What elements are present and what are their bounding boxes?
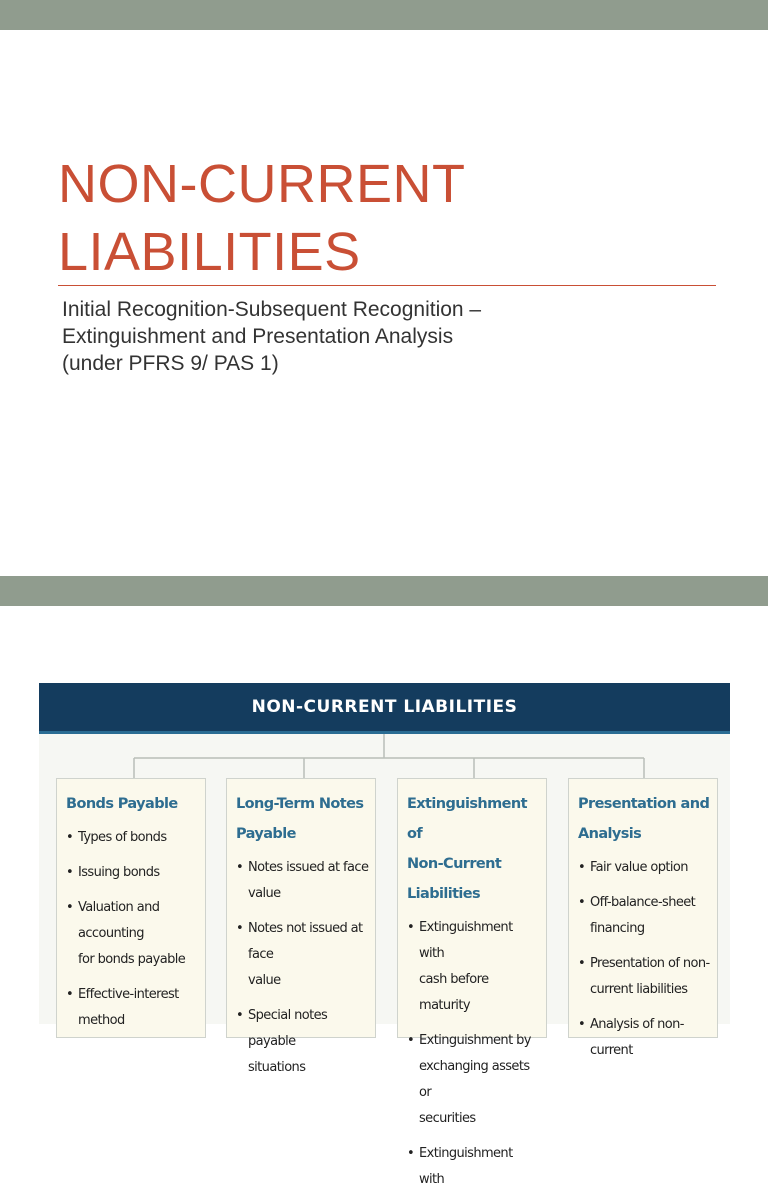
list-item: • Types of bonds <box>66 825 199 851</box>
slide-title: NON-CURRENT LIABILITIES <box>58 154 466 283</box>
column-heading: Bonds Payable <box>66 796 178 812</box>
list-item: • Issuing bonds <box>66 860 199 886</box>
slide-subtitle: Initial Recognition-Subsequent Recognition – Extinguishment and Presentation Analysis (under PFRS 9/ PAS 1) <box>62 298 482 375</box>
column-extinguishment <box>397 778 547 1187</box>
list-item: • Extinguishment with <box>407 1141 540 1193</box>
list-item: • Valuation and accounting for bonds payable <box>66 895 199 973</box>
title-divider <box>58 285 716 286</box>
column-heading: Long-Term Notes Payable <box>236 796 364 842</box>
list-item: • Special notes payable situations <box>236 1003 369 1081</box>
list-item: • Notes not issued at face value <box>236 916 369 994</box>
chart-connectors <box>39 683 730 783</box>
slide-separator-band <box>0 576 768 606</box>
column-bonds-payable <box>56 778 206 1038</box>
list-item: • Analysis of non-current <box>578 1012 711 1064</box>
liabilities-overview-chart <box>39 683 730 1187</box>
column-presentation-analysis <box>568 778 718 1058</box>
list-item: • Extinguishment with cash before maturity <box>407 915 540 1019</box>
list-item: • Presentation of non- current liabilities <box>578 951 711 1003</box>
list-item: • Notes issued at face value <box>236 855 369 907</box>
list-item: • Off-balance-sheet financing <box>578 890 711 942</box>
column-long-term-notes <box>226 778 376 1075</box>
list-item: • Extinguishment by exchanging assets or securities <box>407 1028 540 1132</box>
chart-header: NON-CURRENT LIABILITIES <box>39 683 730 734</box>
list-item: • Fair value option <box>578 855 711 881</box>
column-heading: Extinguishment of Non-Current Liabilities <box>407 796 527 902</box>
slide-top-band <box>0 0 768 30</box>
column-heading: Presentation and Analysis <box>578 796 710 842</box>
list-item: • Effective-interest method <box>66 982 199 1034</box>
